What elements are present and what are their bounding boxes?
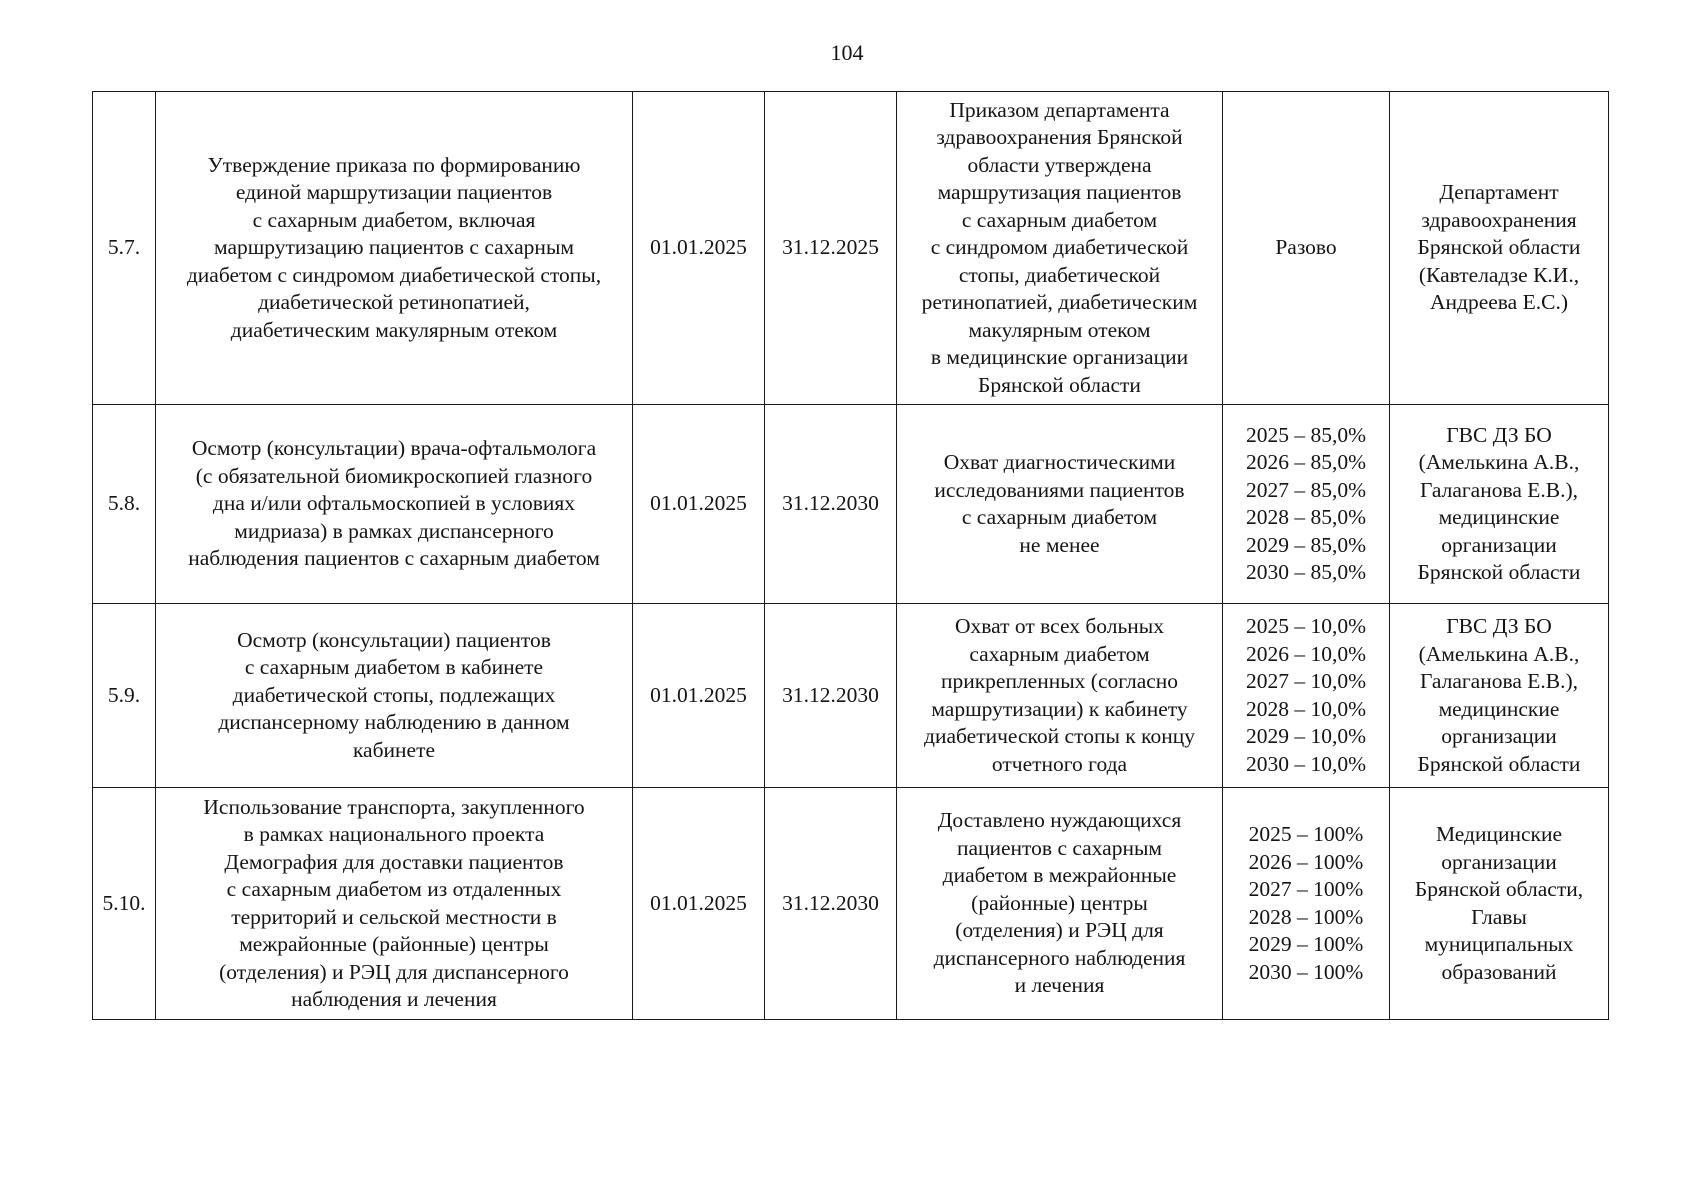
indicator-values-line: 2028 – 100% (1248, 904, 1364, 929)
item-number-cell (93, 788, 156, 1020)
responsible-line: ГВС ДЗ БО (1446, 614, 1552, 638)
start-date-text: 01.01.2025 (650, 491, 747, 516)
result-line: прикрепленных (согласно (940, 669, 1179, 693)
result-line: с синдромом диабетической (930, 235, 1189, 260)
event-line: Осмотр (консультации) пациентов (237, 627, 551, 652)
responsible-line: организации (1441, 724, 1557, 748)
responsible-line: здравоохранения (1421, 207, 1577, 232)
result-line: диспансерного наблюдения (933, 945, 1186, 970)
indicator-values-line: 2025 – 10,0% (1245, 614, 1367, 638)
event-line: диабетической стопы, подлежащих (232, 682, 556, 707)
responsible-cell (1390, 788, 1609, 1020)
responsible-line: Департамент (1439, 180, 1559, 205)
indicator-values-cell (1223, 788, 1390, 1020)
table-row (93, 604, 1609, 788)
result-line: ретинопатией, диабетическим (921, 290, 1198, 315)
responsible-line: Брянской области (1417, 560, 1581, 584)
responsible-line: (Амелькина А.В., (1418, 641, 1580, 666)
item-number-text: 5.9. (107, 682, 141, 707)
start-date-text: 01.01.2025 (650, 235, 747, 260)
responsible-cell (1390, 92, 1609, 405)
result-line: Приказом департамента (949, 97, 1170, 122)
responsible-line: Галаганова Е.В.), (1419, 477, 1579, 502)
result-cell (897, 788, 1223, 1020)
start-date-text: 01.01.2025 (650, 682, 747, 707)
item-number-cell (93, 92, 156, 405)
result-line: диабетом в межрайонные (942, 863, 1177, 888)
result-line: с сахарным диабетом (961, 505, 1158, 529)
indicator-values-line: 2030 – 85,0% (1245, 560, 1367, 584)
event-line: территорий и сельской местности в (231, 904, 557, 929)
end-date-cell (765, 405, 897, 604)
responsible-line: медицинские (1438, 505, 1560, 529)
result-line: сахарным диабетом (969, 641, 1150, 666)
start-date-text: 01.01.2025 (650, 890, 747, 915)
page-number: 104 (830, 40, 864, 65)
indicator-values-line: 2029 – 100% (1248, 932, 1364, 956)
result-line: области утверждена (967, 152, 1152, 177)
indicator-values-line: 2030 – 100% (1248, 959, 1364, 984)
end-date-text: 31.12.2030 (782, 682, 879, 707)
indicator-values-line: 2027 – 100% (1248, 877, 1364, 901)
responsible-line: Брянской области, (1414, 877, 1584, 901)
responsible-line: Медицинские (1435, 822, 1563, 846)
responsible-line: ГВС ДЗ БО (1446, 422, 1552, 447)
event-cell (156, 92, 633, 405)
measures-table (92, 91, 1609, 1020)
indicator-values-line: Разово (1275, 235, 1337, 260)
result-line: Охват от всех больных (955, 614, 1164, 638)
indicator-values-line: 2027 – 10,0% (1245, 669, 1367, 693)
event-line: диабетическим макулярным отеком (230, 317, 558, 342)
responsible-line: Главы (1471, 904, 1527, 929)
end-date-cell (765, 604, 897, 788)
responsible-line: организации (1441, 849, 1557, 874)
event-line: дна и/или офтальмоскопией в условиях (212, 491, 576, 516)
event-line: Использование транспорта, закупленного (203, 794, 585, 819)
result-line: Доставлено нуждающихся (937, 808, 1182, 833)
end-date-text: 31.12.2030 (782, 491, 879, 516)
event-line: кабинете (352, 737, 436, 762)
table-row (93, 405, 1609, 604)
end-date-text: 31.12.2025 (782, 235, 879, 260)
event-line: с сахарным диабетом в кабинете (244, 655, 544, 680)
end-date-cell (765, 788, 897, 1020)
event-line: с сахарным диабетом, включая (252, 207, 536, 232)
responsible-line: Андреева Е.С.) (1430, 290, 1568, 315)
result-line: отчетного года (991, 751, 1128, 776)
responsible-cell (1390, 405, 1609, 604)
item-number-cell (93, 405, 156, 604)
responsible-line: образований (1441, 959, 1557, 984)
event-line: (с обязательной биомикроскопией глазного (195, 463, 593, 488)
event-line: межрайонные (районные) центры (239, 932, 549, 956)
table-row (93, 92, 1609, 405)
event-line: Утверждение приказа по формированию (207, 152, 581, 177)
item-number-text: 5.8. (107, 491, 141, 516)
indicator-values-line: 2026 – 100% (1248, 849, 1364, 874)
event-line: наблюдения и лечения (291, 987, 497, 1011)
event-line: Демография для доставки пациентов (224, 849, 564, 874)
event-line: с сахарным диабетом из отдаленных (226, 877, 562, 901)
event-line: диабетом с синдромом диабетической стопы, (186, 262, 602, 287)
indicator-values-line: 2029 – 10,0% (1245, 724, 1367, 748)
responsible-line: медицинские (1438, 696, 1560, 721)
event-line: Осмотр (консультации) врача-офтальмолога (191, 436, 597, 461)
event-line: диспансерному наблюдению в данном (218, 710, 570, 735)
indicator-values-line: 2026 – 85,0% (1245, 450, 1367, 474)
start-date-cell (633, 405, 765, 604)
responsible-line: Брянской области (1417, 751, 1581, 776)
indicator-values-line: 2025 – 100% (1248, 822, 1364, 846)
indicator-values-line: 2025 – 85,0% (1245, 422, 1367, 447)
result-line: маршрутизации) к кабинету (931, 696, 1188, 721)
item-number-text: 5.10. (102, 890, 146, 915)
event-line: диабетической ретинопатией, (258, 290, 530, 315)
event-cell (156, 604, 633, 788)
indicator-values-line: 2029 – 85,0% (1245, 532, 1367, 557)
result-line: диабетической стопы к концу (924, 724, 1195, 748)
responsible-line: муниципальных (1424, 932, 1574, 956)
responsible-line: Галаганова Е.В.), (1419, 669, 1579, 693)
event-line: (отделения) и РЭЦ для диспансерного (219, 959, 569, 984)
responsible-line: Брянской области (1417, 235, 1581, 260)
start-date-cell (633, 92, 765, 405)
table-row (93, 788, 1609, 1020)
event-cell (156, 405, 633, 604)
result-line: (отделения) и РЭЦ для (955, 918, 1164, 943)
indicator-values-line: 2026 – 10,0% (1245, 641, 1367, 666)
end-date-text: 31.12.2030 (782, 890, 879, 915)
start-date-cell (633, 788, 765, 1020)
item-number-text: 5.7. (107, 235, 141, 260)
result-line: с сахарным диабетом (961, 207, 1158, 232)
result-line: Брянской области (978, 372, 1141, 397)
responsible-line: (Амелькина А.В., (1418, 450, 1580, 474)
event-line: маршрутизацию пациентов с сахарным (214, 235, 574, 260)
responsible-line: организации (1441, 532, 1557, 557)
result-line: маршрутизация пациентов (937, 180, 1182, 205)
event-line: наблюдения пациентов с сахарным диабетом (188, 546, 600, 571)
indicator-values-line: 2028 – 85,0% (1245, 505, 1367, 529)
result-line: не менее (1019, 532, 1100, 557)
result-cell (897, 604, 1223, 788)
event-line: единой маршрутизации пациентов (235, 180, 553, 205)
end-date-cell (765, 92, 897, 405)
result-cell (897, 405, 1223, 604)
indicator-values-line: 2027 – 85,0% (1245, 477, 1367, 502)
responsible-line: (Кавтеладзе К.И., (1418, 262, 1580, 287)
event-line: мидриаза) в рамках диспансерного (234, 518, 554, 543)
result-line: Охват диагностическими (943, 450, 1176, 474)
result-line: макулярным отеком (968, 317, 1151, 342)
result-cell (897, 92, 1223, 405)
indicator-values-cell (1223, 604, 1390, 788)
result-line: в медицинские организации (930, 345, 1189, 370)
result-line: исследованиями пациентов (934, 477, 1185, 502)
indicator-values-cell (1223, 92, 1390, 405)
event-cell (156, 788, 633, 1020)
indicator-values-line: 2030 – 10,0% (1245, 751, 1367, 776)
result-line: (районные) центры (971, 890, 1148, 915)
responsible-cell (1390, 604, 1609, 788)
indicator-values-line: 2028 – 10,0% (1245, 696, 1367, 721)
result-line: пациентов с сахарным (956, 835, 1163, 860)
item-number-cell (93, 604, 156, 788)
result-line: и лечения (1014, 973, 1105, 998)
event-line: в рамках национального проекта (243, 822, 545, 846)
result-line: здравоохранения Брянской (936, 125, 1183, 150)
start-date-cell (633, 604, 765, 788)
indicator-values-cell (1223, 405, 1390, 604)
result-line: стопы, диабетической (958, 262, 1161, 287)
